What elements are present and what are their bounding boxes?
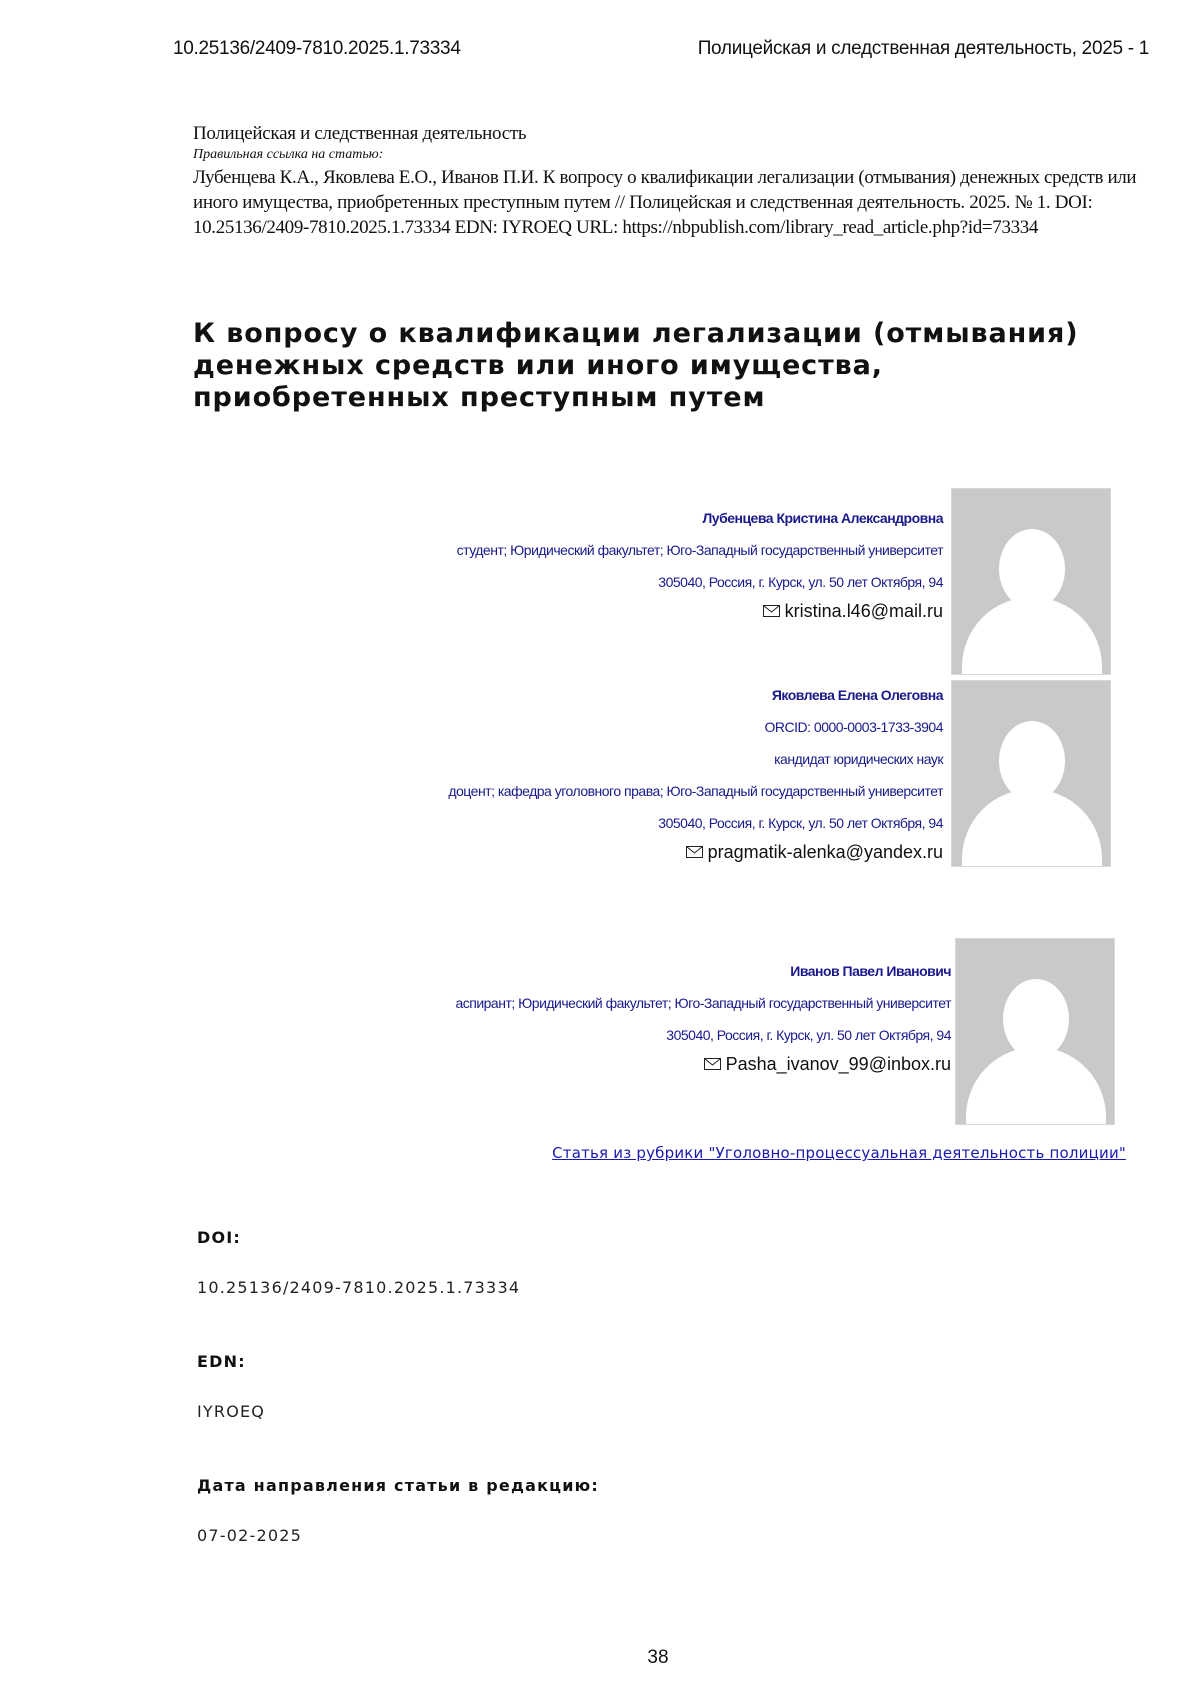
- author-email-text: pragmatik-alenka@yandex.ru: [707, 842, 943, 862]
- running-header-journal: Полицейская и следственная деятельность, 2025 - 1: [697, 38, 1149, 59]
- edn-value: IYROEQ: [197, 1402, 266, 1421]
- citation-block: [193, 123, 1153, 240]
- envelope-icon: [704, 1058, 721, 1070]
- author-affiliation: аспирант; Юридический факультет; Юго-Западный государственный университет: [455, 995, 951, 1011]
- author-affiliation: студент; Юридический факультет; Юго-Западный государственный университет: [456, 542, 943, 558]
- avatar-placeholder-icon: [951, 488, 1111, 675]
- citation-label: Правильная ссылка на статью:: [193, 147, 384, 162]
- author-info-2: [0, 687, 943, 863]
- avatar-placeholder-icon: [951, 680, 1111, 867]
- citation-journal: Полицейская и следственная деятельность: [193, 123, 527, 144]
- author-info-3: [0, 963, 951, 1075]
- author-info-1: [0, 510, 943, 622]
- author-name: Иванов Павел Иванович: [790, 963, 951, 979]
- author-email[interactable]: [0, 1054, 951, 1075]
- citation-text: Лубенцева К.А., Яковлева Е.О., Иванов П.И. К вопросу о квалификации легализации (отмывания) денежных средств или иного имущества, приобретенных преступным путем // Полицейская и следственная деятельность. 2025. № 1. DOI: 10.25136/2409-7810.2025.1.73334 EDN: IYROEQ URL: https://nbpublish.com/library_read_article.php?id=73334: [193, 167, 1137, 238]
- author-email[interactable]: [0, 842, 943, 863]
- author-email-text: kristina.l46@mail.ru: [784, 601, 943, 621]
- doi-label: DOI:: [197, 1228, 242, 1247]
- author-address: 305040, Россия, г. Курск, ул. 50 лет Октября, 94: [658, 815, 943, 831]
- submission-date-value: 07-02-2025: [197, 1526, 302, 1545]
- author-name: Яковлева Елена Олеговна: [771, 687, 943, 703]
- author-name: Лубенцева Кристина Александровна: [702, 510, 943, 526]
- envelope-icon: [763, 605, 780, 617]
- rubric-link[interactable]: Статья из рубрики "Уголовно-процессуальная деятельность полиции": [552, 1144, 1126, 1162]
- avatar-placeholder-icon: [955, 938, 1115, 1125]
- author-address: 305040, Россия, г. Курск, ул. 50 лет Октября, 94: [666, 1027, 951, 1043]
- author-email[interactable]: [0, 601, 943, 622]
- envelope-icon: [686, 846, 703, 858]
- author-degree: кандидат юридических наук: [774, 751, 943, 767]
- submission-date-label: Дата направления статьи в редакцию:: [197, 1476, 599, 1495]
- author-email-text: Pasha_ivanov_99@inbox.ru: [725, 1054, 951, 1074]
- article-title: К вопросу о квалификации легализации (отмывания) денежных средств или иного имущества, приобретенных преступным путем: [193, 318, 1079, 413]
- author-address: 305040, Россия, г. Курск, ул. 50 лет Октября, 94: [658, 574, 943, 590]
- running-header-doi: 10.25136/2409-7810.2025.1.73334: [173, 38, 461, 59]
- page-number: 38: [647, 1647, 669, 1668]
- edn-label: EDN:: [197, 1352, 246, 1371]
- author-orcid: ORCID: 0000-0003-1733-3904: [764, 719, 943, 735]
- author-affiliation: доцент; кафедра уголовного права; Юго-Западный государственный университет: [448, 783, 943, 799]
- doi-value: 10.25136/2409-7810.2025.1.73334: [197, 1278, 521, 1297]
